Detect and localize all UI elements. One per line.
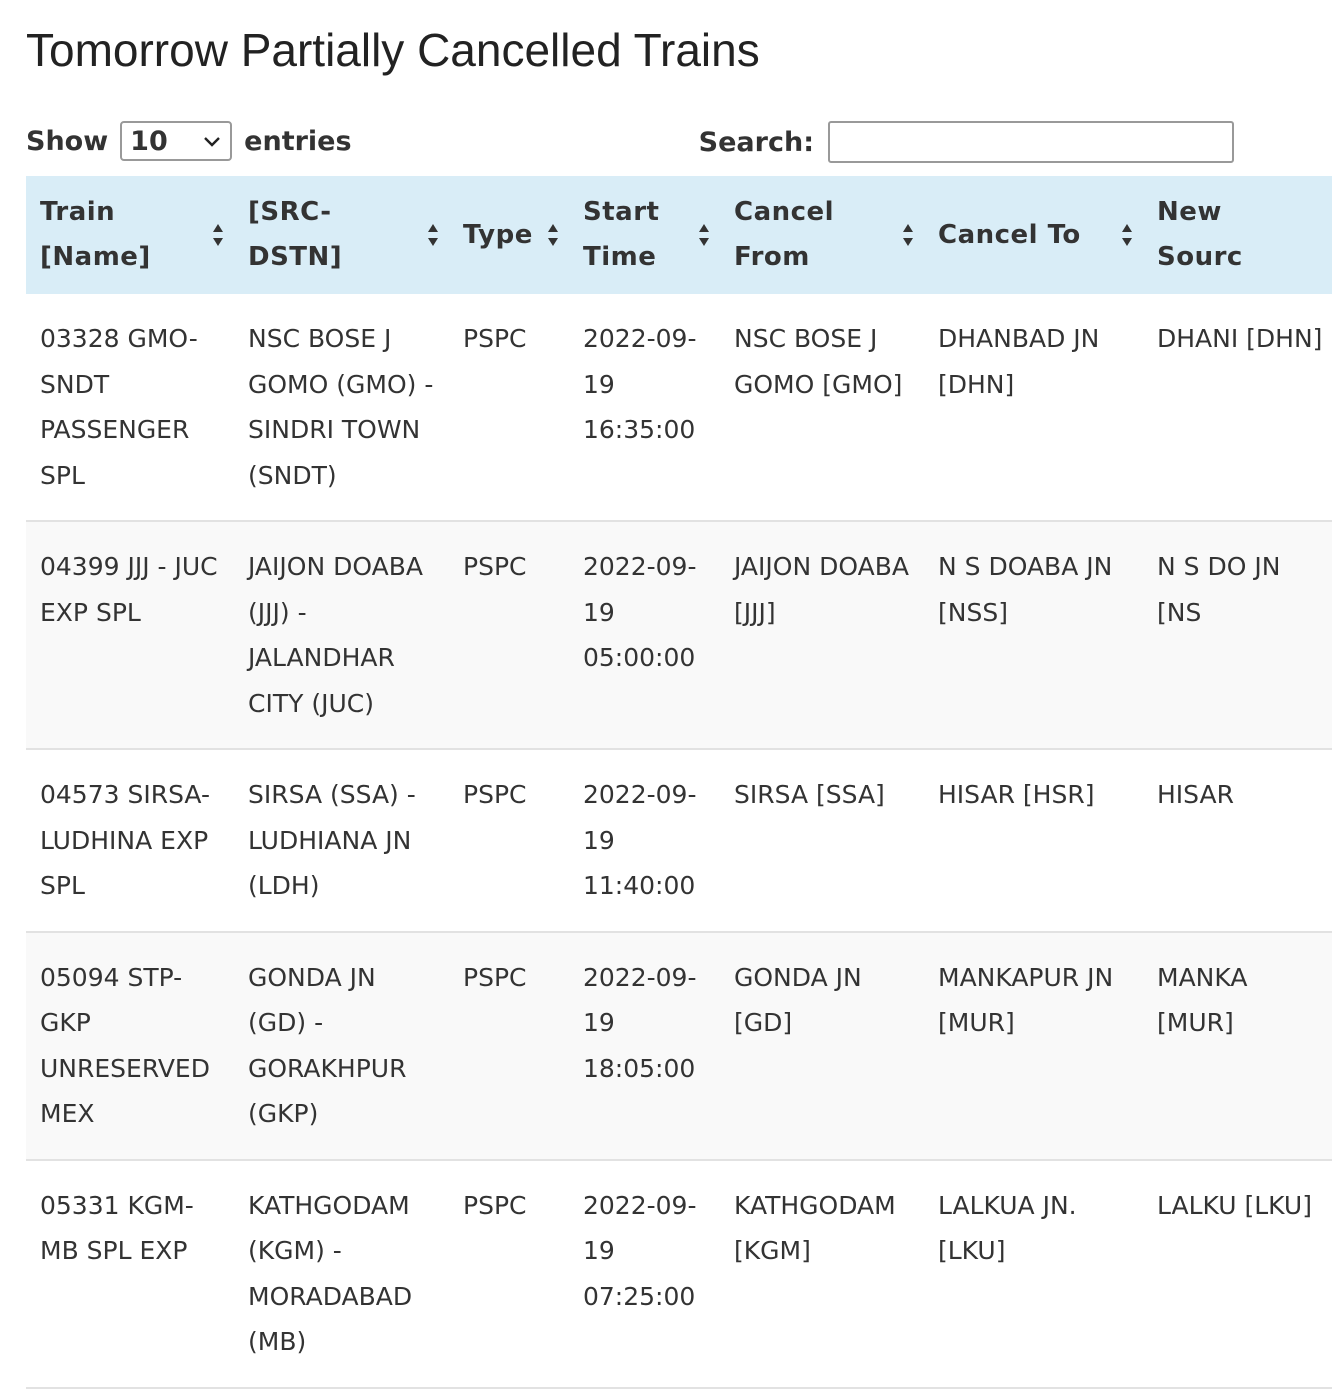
cell-type: PSPC <box>463 780 527 809</box>
cell-train: 05094 STP-GKP UNRESERVED MEX <box>40 962 210 1128</box>
table-row <box>26 932 1332 1160</box>
column-header-cancel-from[interactable] <box>720 176 924 294</box>
cell-route: NSC BOSE J GOMO (GMO) - SINDRI TOWN (SNDT) <box>248 324 434 490</box>
cell-cancel-from: SIRSA [SSA] <box>734 780 885 809</box>
cell-cancel-to: LALKUA JN. [LKU] <box>938 1190 1077 1265</box>
cell-start-time: 2022-09-19 18:05:00 <box>583 962 697 1083</box>
search-input[interactable] <box>828 121 1234 163</box>
column-header-label: [SRC- DSTN] <box>248 197 343 272</box>
cell-start-time: 2022-09-19 07:25:00 <box>583 1190 697 1311</box>
column-header-label: Start Time <box>583 197 660 272</box>
cell-train: 04573 SIRSA-LUDHINA EXP SPL <box>40 780 210 900</box>
column-header-label: Cancel To <box>938 219 1081 250</box>
cell-cancel-from: KATHGODAM [KGM] <box>734 1190 896 1265</box>
column-header-train[interactable] <box>26 176 234 294</box>
cell-type: PSPC <box>463 962 527 992</box>
cell-new-source: LALKU [LKU] <box>1157 1190 1312 1220</box>
trains-table <box>26 176 1332 1389</box>
sort-icon <box>212 222 224 248</box>
search-label: Search: <box>698 126 814 158</box>
cell-train: 04399 JJJ - JUC EXP SPL <box>40 552 218 627</box>
table-row <box>26 749 1332 932</box>
cell-start-time: 2022-09-19 05:00:00 <box>583 552 697 672</box>
cell-new-source: DHANI [DHN] <box>1157 324 1323 353</box>
column-header-new-source[interactable] <box>1143 176 1332 294</box>
cell-route: JAIJON DOABA (JJJ) - JALANDHAR CITY (JUC) <box>248 552 423 718</box>
table-viewport <box>26 176 1323 1394</box>
cell-cancel-from: NSC BOSE J GOMO [GMO] <box>734 324 903 399</box>
show-label: Show <box>26 125 109 157</box>
entries-per-page-select[interactable] <box>120 121 232 161</box>
cell-start-time: 2022-09-19 11:40:00 <box>583 780 697 900</box>
cell-cancel-to: HISAR [HSR] <box>938 780 1095 809</box>
sort-icon <box>698 222 710 248</box>
column-header-type[interactable] <box>449 176 569 294</box>
cell-train: 03328 GMO-SNDT PASSENGER SPL <box>40 324 198 490</box>
cell-cancel-from: GONDA JN [GD] <box>734 962 862 1037</box>
cell-new-source: HISAR <box>1157 780 1234 809</box>
cell-route: GONDA JN (GD) - GORAKHPUR (GKP) <box>248 962 407 1128</box>
entries-per-page-value: 10 <box>130 125 168 157</box>
sort-icon <box>902 222 914 248</box>
cell-start-time: 2022-09-19 16:35:00 <box>583 324 697 444</box>
column-header-route[interactable] <box>234 176 449 294</box>
column-header-start-time[interactable] <box>569 176 720 294</box>
cell-new-source: N S DO JN [NS <box>1157 552 1281 627</box>
cell-train: 05331 KGM-MB SPL EXP <box>40 1190 194 1265</box>
column-header-label: Type <box>463 219 533 250</box>
sort-icon <box>1121 222 1133 248</box>
search-control <box>699 120 1234 164</box>
cell-cancel-to: MANKAPUR JN [MUR] <box>938 962 1114 1037</box>
page-title: Tomorrow Partially Cancelled Trains <box>26 24 760 76</box>
chevron-down-icon <box>202 131 222 151</box>
cell-cancel-from: JAIJON DOABA [JJJ] <box>734 552 909 627</box>
column-header-label: Cancel From <box>734 197 835 272</box>
column-header-cancel-to[interactable] <box>924 176 1143 294</box>
cell-type: PSPC <box>463 324 527 353</box>
cell-route: SIRSA (SSA) - LUDHIANA JN (LDH) <box>248 780 416 900</box>
column-header-label: New Sourc <box>1157 197 1243 272</box>
cell-cancel-to: DHANBAD JN [DHN] <box>938 324 1100 399</box>
entries-length-control <box>26 120 352 162</box>
table-row <box>26 521 1332 749</box>
sort-icon <box>547 222 559 248</box>
column-header-label: Train [Name] <box>40 197 151 272</box>
cell-cancel-to: N S DOABA JN [NSS] <box>938 552 1113 627</box>
cell-route: KATHGODAM (KGM) - MORADABAD (MB) <box>248 1190 413 1356</box>
sort-icon <box>427 222 439 248</box>
cell-type: PSPC <box>463 1190 527 1220</box>
entries-label: entries <box>244 125 352 157</box>
table-row <box>26 1160 1332 1388</box>
cell-new-source: MANKA [MUR] <box>1157 962 1248 1037</box>
cell-type: PSPC <box>463 552 527 581</box>
table-row <box>26 294 1332 521</box>
table-header-row <box>26 176 1332 294</box>
